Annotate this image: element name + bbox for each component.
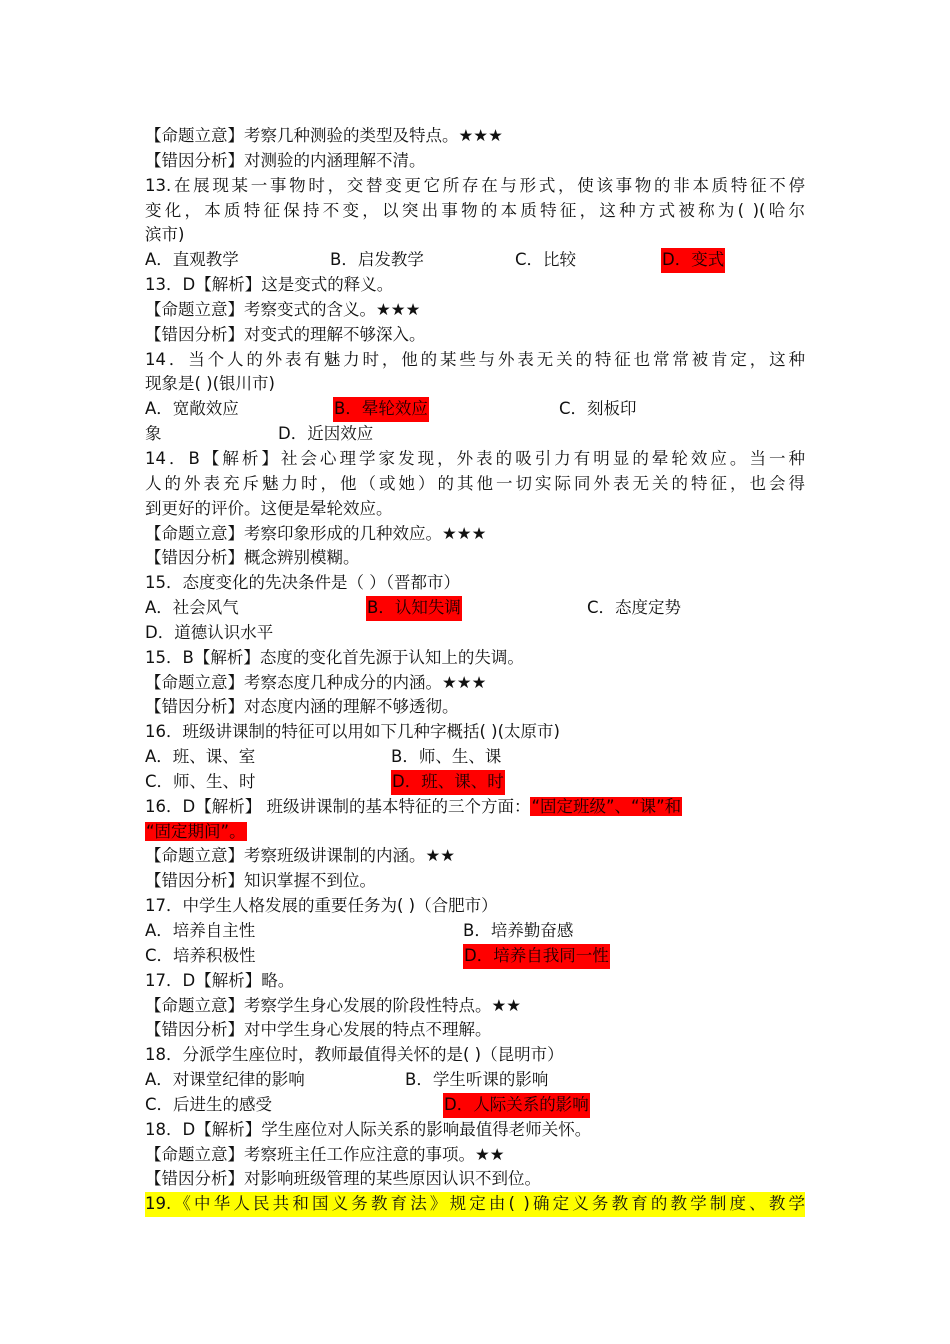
text-line: 【命题立意】考察态度几种成分的内涵。★★★	[145, 672, 487, 692]
text-line: 【错因分析】对中学生身心发展的特点不理解。	[145, 1020, 492, 1040]
question-17: 17．中学生人格发展的重要任务为( )（合肥市）	[145, 896, 498, 916]
option-b-answer: B．认知失调	[366, 596, 462, 621]
text-line: 变化，本质特征保持不变，以突出事物的本质特征，这种方式被称为( )(哈尔	[145, 200, 805, 220]
question-16: 16．班级讲课制的特征可以用如下几种字概括( )(太原市)	[145, 722, 560, 742]
question-18: 18．分派学生座位时，教师最值得关怀的是( )（昆明市）	[145, 1045, 564, 1065]
option-a: A．培养自主性	[145, 921, 256, 940]
text-line: 13．D【解析】这是变式的释义。	[145, 275, 394, 295]
answer-14: 14．B【解析】社会心理学家发现，外表的吸引力有明显的晕轮效应。当一种	[145, 448, 805, 468]
text-line: 【错因分析】知识掌握不到位。	[145, 871, 376, 891]
question-15: 15．态度变化的先决条件是（ ）（晋都市）	[145, 573, 460, 593]
options-q16-row1	[145, 745, 805, 770]
text-line: 17．D【解析】略。	[145, 970, 295, 990]
option-b: B．培养勤奋感	[463, 921, 574, 940]
option-d-answer: D．培养自我同一性	[463, 944, 610, 969]
option-c: C．态度定势	[587, 598, 682, 618]
text-line: 到更好的评价。这便是晕轮效应。	[145, 498, 393, 518]
option-b: B．师、生、课	[391, 747, 502, 767]
answer-16-highlight: “固定班级”、“课”和	[531, 796, 682, 816]
document-page	[145, 124, 805, 1217]
option-c: C．师、生、时	[145, 771, 256, 791]
options-q14-row2	[145, 422, 805, 447]
options-q15-row1	[145, 596, 805, 621]
text-line: 现象是( )(银川市)	[145, 374, 275, 394]
text-line: 【命题立意】考察学生身心发展的阶段性特点。★★	[145, 995, 522, 1015]
answer-16-highlight-cont: “固定期间”。	[146, 821, 246, 841]
option-d-answer: D．人际关系的影响	[443, 1093, 590, 1118]
text-line: 15．B【解析】态度的变化首先源于认知上的失调。	[145, 647, 524, 667]
text-line: 【命题立意】考察几种测验的类型及特点。★★★	[145, 126, 503, 145]
option-d: D．道德认识水平	[145, 622, 274, 642]
option-a: A．宽敞效应	[145, 399, 239, 419]
option-c: C．培养积极性	[145, 945, 256, 965]
question-14: 14．当个人的外表有魅力时，他的某些与外表无关的特征也常常被肯定，这种	[145, 349, 805, 369]
text-line: 【命题立意】考察班主任工作应注意的事项。★★	[145, 1144, 505, 1164]
text-line: 【命题立意】考察班级讲课制的内涵。★★	[145, 846, 456, 866]
options-q14-row1	[145, 397, 805, 422]
option-d: D．近因效应	[278, 424, 374, 444]
text-line: 【错因分析】对影响班级管理的某些原因认识不到位。	[145, 1169, 541, 1189]
text-line: 【错因分析】对态度内涵的理解不够透彻。	[145, 697, 459, 717]
options-q17-row2	[145, 944, 805, 969]
option-a: A．直观教学	[145, 250, 239, 270]
option-a: A．班、课、室	[145, 747, 256, 767]
question-13: 13.在展现某一事物时，交替变更它所存在与形式，使该事物的非本质特征不停	[145, 175, 805, 195]
option-a: A．对课堂纪律的影响	[145, 1070, 305, 1090]
option-d-answer: D．班、课、时	[391, 770, 505, 795]
option-d-answer: D．变式	[661, 248, 725, 273]
text-line: 滨市)	[145, 225, 185, 245]
text-line: 18．D【解析】学生座位对人际关系的影响最值得老师关怀。	[145, 1119, 592, 1139]
option-b: B．学生听课的影响	[405, 1070, 549, 1090]
answer-16-cont	[145, 820, 805, 845]
option-c-cont: 象	[145, 424, 162, 444]
answer-16	[145, 795, 805, 820]
option-b-answer: B．晕轮效应	[333, 397, 429, 422]
options-q18-row1	[145, 1068, 805, 1093]
text-line: 【错因分析】概念辨别模糊。	[145, 548, 360, 568]
option-b: B．启发教学	[330, 250, 424, 270]
option-c: C．比较	[515, 250, 577, 270]
options-q16-row2	[145, 770, 805, 795]
text-line: 【命题立意】考察印象形成的几种效应。★★★	[145, 523, 487, 543]
text-line: 【错因分析】对变式的理解不够深入。	[145, 324, 426, 344]
text-line: 【命题立意】考察变式的含义。★★★	[145, 299, 421, 319]
options-q17-row1	[145, 919, 805, 944]
options-q13	[145, 248, 805, 273]
question-19: 19.《中华人民共和国义务教育法》规定由( )确定义务教育的教学制度、教学	[145, 1192, 805, 1217]
option-a: A．社会风气	[145, 598, 239, 618]
text-line: 人的外表充斥魅力时，他（或她）的其他一切实际同外表无关的特征，也会得	[145, 473, 805, 493]
answer-16-text: 16．D【解析】 班级讲课制的基本特征的三个方面：	[145, 796, 531, 816]
options-q18-row2	[145, 1093, 805, 1118]
text-line: 【错因分析】对测验的内涵理解不清。	[145, 150, 426, 170]
option-c: C．后进生的感受	[145, 1094, 273, 1114]
option-c: C．刻板印	[559, 399, 637, 419]
